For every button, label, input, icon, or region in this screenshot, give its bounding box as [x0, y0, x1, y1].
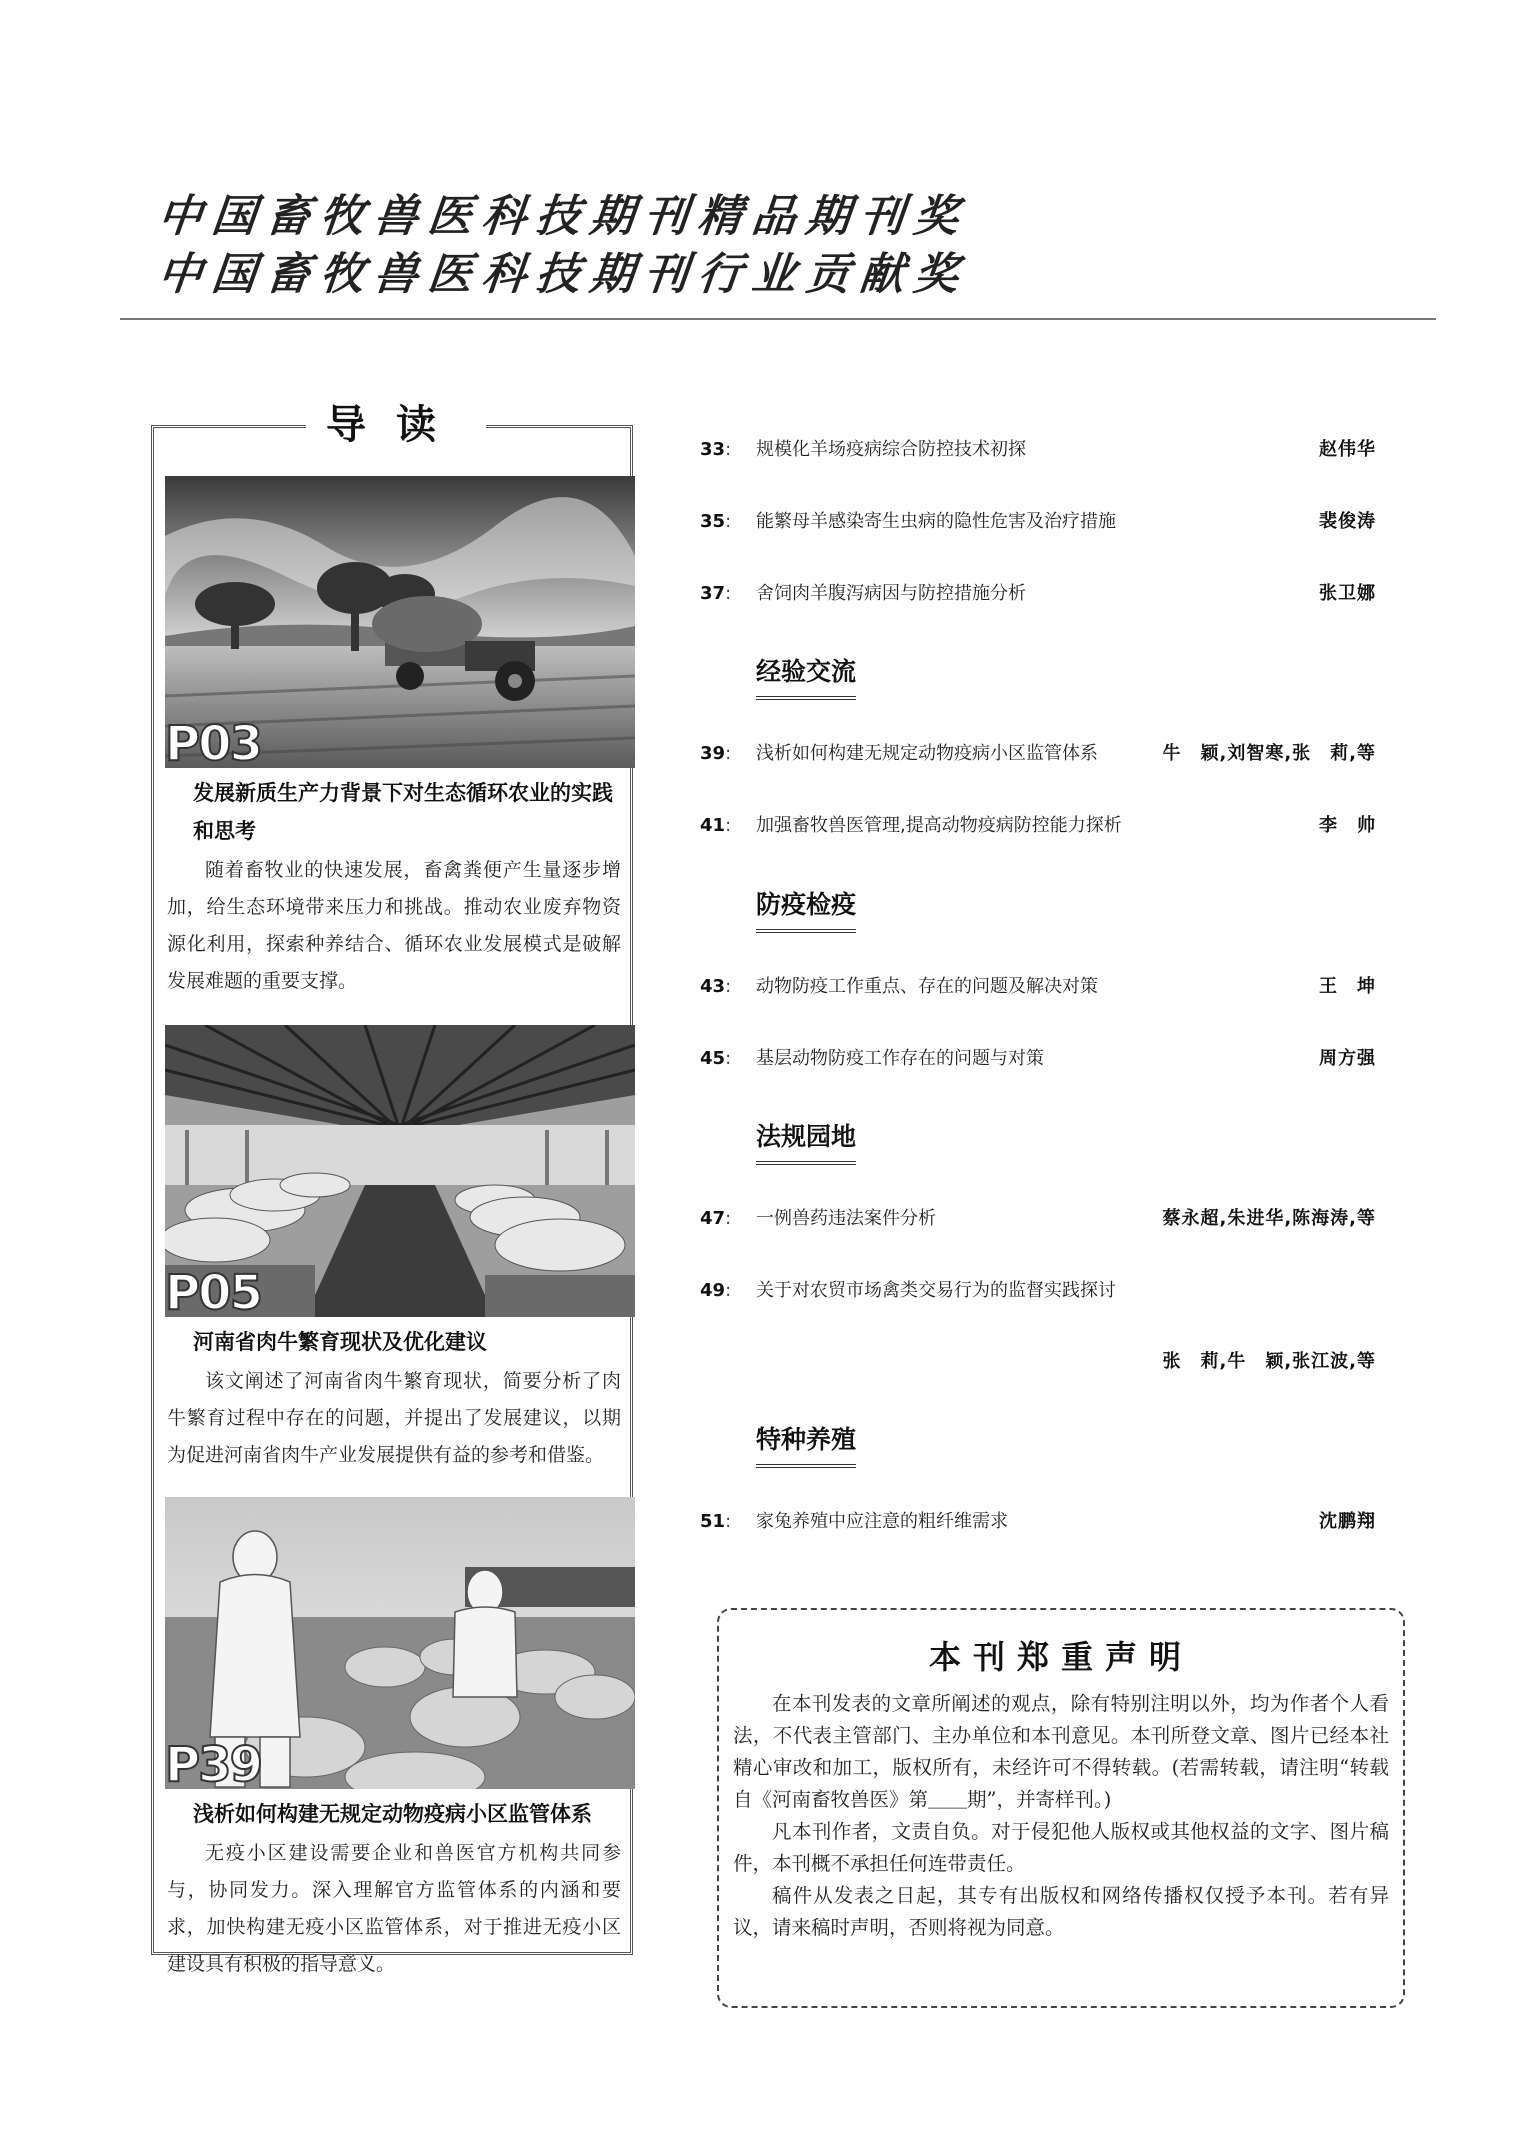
- toc-separator: :: [725, 1048, 732, 1069]
- toc-entry-title: 关于对农贸市场禽类交易行为的监督实践探讨: [756, 1280, 1116, 1301]
- toc-entry-author: 沈鹏翔: [1319, 1511, 1376, 1532]
- toc-page-number: 37: [700, 583, 726, 604]
- toc-entry-author-line: [700, 1342, 1376, 1382]
- toc-separator: :: [725, 976, 732, 997]
- toc-separator: :: [725, 1511, 732, 1532]
- toc-page-number: 41: [700, 815, 726, 836]
- award-line-1: 中国畜牧兽医科技期刊精品期刊奖: [155, 191, 971, 242]
- guide-photo-cattle-barn: [165, 1025, 635, 1321]
- toc-entry-title: 加强畜牧兽医管理,提高动物疫病防控能力探析: [756, 815, 1122, 836]
- toc-entry[interactable]: [700, 1199, 1376, 1239]
- toc-section-heading: 经验交流: [756, 652, 856, 700]
- toc-entry[interactable]: [700, 967, 1376, 1007]
- toc-page-number: 43: [700, 976, 726, 997]
- toc-entry[interactable]: [700, 430, 1376, 470]
- award-line-2: 中国畜牧兽医科技期刊行业贡献奖: [155, 249, 971, 300]
- toc-entry-title: 家兔养殖中应注意的粗纤维需求: [756, 1511, 1008, 1532]
- guide-page-badge: P03: [165, 716, 261, 772]
- toc-entry-author: 张 莉,牛 颖,张江波,等: [1162, 1351, 1376, 1372]
- toc-entry-title: 浅析如何构建无规定动物疫病小区监管体系: [756, 743, 1098, 764]
- toc-entry-author: 张卫娜: [1319, 583, 1376, 604]
- guide-photo-sheep-inspection: [165, 1497, 635, 1793]
- guide-item[interactable]: [165, 1025, 623, 1474]
- toc-entry-author: 赵伟华: [1319, 439, 1376, 460]
- toc-entry[interactable]: [700, 1039, 1376, 1079]
- toc-entry-title: 一例兽药违法案件分析: [756, 1208, 936, 1229]
- guide-page-badge: P05: [165, 1265, 261, 1321]
- toc-entry-title: 规模化羊场疫病综合防控技术初探: [756, 439, 1026, 460]
- toc-separator: :: [725, 743, 732, 764]
- toc-separator: :: [725, 815, 732, 836]
- guide-panel: [151, 401, 633, 1975]
- statement-title: 本刊郑重声明: [928, 1638, 1193, 1676]
- toc-entry-author: 牛 颖,刘智寒,张 莉,等: [1162, 743, 1376, 764]
- guide-title: 导读: [306, 400, 486, 450]
- toc-entry[interactable]: [700, 1271, 1376, 1311]
- toc-page-number: 39: [700, 743, 726, 764]
- toc-separator: :: [725, 583, 732, 604]
- award-header: [155, 188, 1158, 304]
- toc-entry-author: 王 坤: [1319, 976, 1376, 997]
- toc-entry-title: 舍饲肉羊腹泻病因与防控措施分析: [756, 583, 1026, 604]
- guide-photo-farm-tractor: [165, 476, 635, 772]
- toc-separator: :: [725, 1280, 732, 1301]
- statement-paragraph: 在本刊发表的文章所阐述的观点，除有特别注明以外，均为作者个人看法，不代表主管部门、主办单位和本刊意见。本刊所登文章、图片已经本社精心审改和加工，版权所有，未经许可不得转载。(若需转载，请注明“转载自《河南畜牧兽医》第＿＿期”，并寄样刊。): [733, 1692, 1389, 1811]
- toc-separator: :: [725, 511, 732, 532]
- toc-page-number: 35: [700, 511, 726, 532]
- toc-section-heading: 特种养殖: [756, 1420, 856, 1468]
- toc-section-heading: 防疫检疫: [756, 885, 856, 933]
- guide-item-summary: 该文阐述了河南省肉牛繁育现状，简要分析了肉牛繁育过程中存在的问题，并提出了发展建议，以期为促进河南省肉牛产业发展提供有益的参考和借鉴。: [167, 1370, 621, 1466]
- toc-page-number: 45: [700, 1048, 726, 1069]
- journal-statement-box: [717, 1608, 1405, 2008]
- toc-page-number: 33: [700, 439, 726, 460]
- toc-page-number: 49: [700, 1280, 726, 1301]
- guide-item-title: 河南省肉牛繁育现状及优化建议: [193, 1330, 487, 1354]
- statement-paragraph: 凡本刊作者，文责自负。对于侵犯他人版权或其他权益的文字、图片稿件，本刊概不承担任何连带责任。: [733, 1820, 1389, 1875]
- toc-entry-author: 蔡永超,朱进华,陈海涛,等: [1162, 1208, 1376, 1229]
- guide-item-title: 发展新质生产力背景下对生态循环农业的实践和思考: [193, 781, 613, 843]
- guide-item-title: 浅析如何构建无规定动物疫病小区监管体系: [193, 1802, 592, 1826]
- guide-item-summary: 无疫小区建设需要企业和兽医官方机构共同参与，协同发力。深入理解官方监管体系的内涵和要求，加快构建无疫小区监管体系，对于推进无疫小区建设具有积极的指导意义。: [167, 1842, 621, 1975]
- toc-entry-author: 裴俊涛: [1319, 511, 1376, 532]
- toc-page-number: 47: [700, 1208, 726, 1229]
- toc-separator: :: [725, 439, 732, 460]
- toc-entry-title: 动物防疫工作重点、存在的问题及解决对策: [756, 976, 1098, 997]
- toc-entry-title: 基层动物防疫工作存在的问题与对策: [756, 1048, 1044, 1069]
- toc-page-number: 51: [700, 1511, 726, 1532]
- guide-page-badge: P39: [165, 1737, 261, 1793]
- toc-entry[interactable]: [700, 734, 1376, 774]
- toc-entry[interactable]: [700, 806, 1376, 846]
- toc-entry[interactable]: [700, 1502, 1376, 1542]
- toc-entry[interactable]: [700, 574, 1376, 614]
- toc-section-heading: 法规园地: [756, 1117, 856, 1165]
- toc-entry-author: 周方强: [1319, 1048, 1376, 1069]
- guide-item[interactable]: [165, 476, 623, 1000]
- toc-entry-author: 李 帅: [1319, 815, 1376, 836]
- toc-entry[interactable]: [700, 502, 1376, 542]
- toc-separator: :: [725, 1208, 732, 1229]
- toc-entry-title: 能繁母羊感染寄生虫病的隐性危害及治疗措施: [756, 511, 1116, 532]
- statement-paragraph: 稿件从发表之日起，其专有出版权和网络传播权仅授予本刊。若有异议，请来稿时声明，否则将视为同意。: [733, 1884, 1389, 1939]
- guide-item-summary: 随着畜牧业的快速发展，畜禽粪便产生量逐步增加，给生态环境带来压力和挑战。推动农业废弃物资源化利用，探索种养结合、循环农业发展模式是破解发展难题的重要支撑。: [167, 859, 621, 992]
- header-rule: [120, 318, 1436, 320]
- guide-item[interactable]: [165, 1497, 623, 1983]
